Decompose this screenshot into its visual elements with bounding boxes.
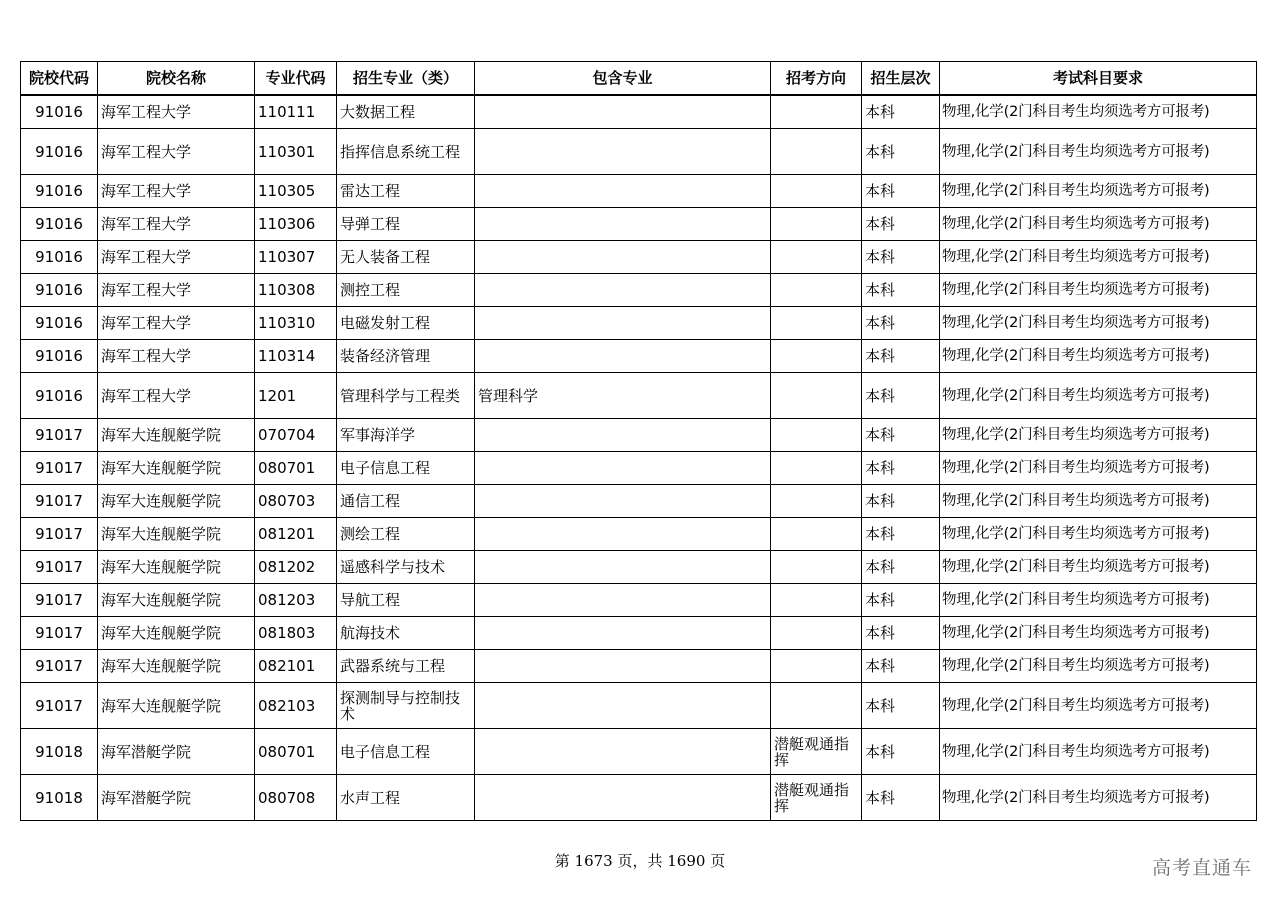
- cell-school-name: 海军工程大学: [98, 340, 255, 373]
- cell-major-category: 军事海洋学: [337, 419, 475, 452]
- cell-level: 本科: [862, 729, 940, 775]
- cell-major-code: 082103: [255, 683, 337, 729]
- cell-subject-requirements: 物理,化学(2门科目考生均须选考方可报考): [940, 373, 1257, 419]
- cell-level: 本科: [862, 241, 940, 274]
- cell-school-name: 海军大连舰艇学院: [98, 518, 255, 551]
- cell-major-category: 电子信息工程: [337, 452, 475, 485]
- table-row: [21, 775, 1257, 821]
- cell-level: 本科: [862, 175, 940, 208]
- cell-direction: [771, 683, 862, 729]
- cell-major-code: 1201: [255, 373, 337, 419]
- table-body: [21, 95, 1257, 821]
- cell-school-code: 91016: [21, 175, 98, 208]
- cell-major-category: 指挥信息系统工程: [337, 129, 475, 175]
- cell-subject-requirements: 物理,化学(2门科目考生均须选考方可报考): [940, 683, 1257, 729]
- header-major-code: 专业代码: [255, 62, 337, 96]
- header-subject-requirements: 考试科目要求: [940, 62, 1257, 96]
- cell-school-code: 91016: [21, 307, 98, 340]
- cell-included-majors: [475, 729, 771, 775]
- cell-school-code: 91017: [21, 584, 98, 617]
- cell-school-name: 海军工程大学: [98, 95, 255, 129]
- cell-major-category: 大数据工程: [337, 95, 475, 129]
- cell-level: 本科: [862, 95, 940, 129]
- cell-included-majors: [475, 551, 771, 584]
- table-row: [21, 129, 1257, 175]
- cell-direction: [771, 208, 862, 241]
- cell-school-name: 海军大连舰艇学院: [98, 452, 255, 485]
- cell-subject-requirements: 物理,化学(2门科目考生均须选考方可报考): [940, 729, 1257, 775]
- admissions-table: [20, 61, 1257, 821]
- header-included-majors: 包含专业: [475, 62, 771, 96]
- cell-major-category: 电磁发射工程: [337, 307, 475, 340]
- cell-school-code: 91016: [21, 241, 98, 274]
- table-header-row: [21, 62, 1257, 96]
- cell-major-category: 电子信息工程: [337, 729, 475, 775]
- cell-direction: [771, 129, 862, 175]
- cell-level: 本科: [862, 129, 940, 175]
- cell-school-name: 海军大连舰艇学院: [98, 419, 255, 452]
- cell-major-category: 通信工程: [337, 485, 475, 518]
- cell-level: 本科: [862, 518, 940, 551]
- table-row: [21, 373, 1257, 419]
- cell-included-majors: [475, 241, 771, 274]
- cell-direction: [771, 340, 862, 373]
- cell-direction: [771, 518, 862, 551]
- cell-included-majors: [475, 518, 771, 551]
- cell-major-code: 081203: [255, 584, 337, 617]
- cell-school-name: 海军工程大学: [98, 373, 255, 419]
- table-row: [21, 452, 1257, 485]
- cell-subject-requirements: 物理,化学(2门科目考生均须选考方可报考): [940, 340, 1257, 373]
- table-row: [21, 95, 1257, 129]
- cell-included-majors: [475, 307, 771, 340]
- cell-level: 本科: [862, 340, 940, 373]
- cell-included-majors: [475, 650, 771, 683]
- cell-direction: [771, 95, 862, 129]
- cell-school-name: 海军大连舰艇学院: [98, 584, 255, 617]
- cell-included-majors: [475, 208, 771, 241]
- cell-school-code: 91016: [21, 340, 98, 373]
- cell-school-name: 海军潜艇学院: [98, 729, 255, 775]
- cell-direction: [771, 452, 862, 485]
- watermark-text: 高考直通车: [1151, 857, 1252, 879]
- cell-level: 本科: [862, 617, 940, 650]
- cell-included-majors: [475, 129, 771, 175]
- cell-school-code: 91016: [21, 274, 98, 307]
- cell-major-code: 110308: [255, 274, 337, 307]
- cell-major-code: 110301: [255, 129, 337, 175]
- cell-major-category: 武器系统与工程: [337, 650, 475, 683]
- cell-included-majors: [475, 584, 771, 617]
- table-row: [21, 729, 1257, 775]
- cell-major-code: 082101: [255, 650, 337, 683]
- cell-level: 本科: [862, 419, 940, 452]
- cell-major-category: 测控工程: [337, 274, 475, 307]
- cell-major-code: 070704: [255, 419, 337, 452]
- cell-school-name: 海军工程大学: [98, 241, 255, 274]
- cell-included-majors: [475, 95, 771, 129]
- header-direction: 招考方向: [771, 62, 862, 96]
- cell-subject-requirements: 物理,化学(2门科目考生均须选考方可报考): [940, 584, 1257, 617]
- header-level: 招生层次: [862, 62, 940, 96]
- cell-major-category: 雷达工程: [337, 175, 475, 208]
- cell-subject-requirements: 物理,化学(2门科目考生均须选考方可报考): [940, 129, 1257, 175]
- cell-school-name: 海军工程大学: [98, 175, 255, 208]
- cell-direction: 潜艇观通指挥: [771, 775, 862, 821]
- cell-major-code: 080703: [255, 485, 337, 518]
- cell-level: 本科: [862, 584, 940, 617]
- cell-subject-requirements: 物理,化学(2门科目考生均须选考方可报考): [940, 452, 1257, 485]
- table-row: [21, 419, 1257, 452]
- cell-subject-requirements: 物理,化学(2门科目考生均须选考方可报考): [940, 208, 1257, 241]
- table-row: [21, 274, 1257, 307]
- cell-school-code: 91017: [21, 419, 98, 452]
- cell-direction: [771, 175, 862, 208]
- cell-school-code: 91017: [21, 518, 98, 551]
- cell-school-code: 91016: [21, 129, 98, 175]
- cell-subject-requirements: 物理,化学(2门科目考生均须选考方可报考): [940, 617, 1257, 650]
- cell-subject-requirements: 物理,化学(2门科目考生均须选考方可报考): [940, 241, 1257, 274]
- cell-included-majors: [475, 340, 771, 373]
- cell-major-category: 装备经济管理: [337, 340, 475, 373]
- cell-major-category: 导航工程: [337, 584, 475, 617]
- cell-major-code: 110305: [255, 175, 337, 208]
- cell-included-majors: [475, 617, 771, 650]
- cell-school-code: 91016: [21, 208, 98, 241]
- cell-included-majors: [475, 274, 771, 307]
- table-row: [21, 208, 1257, 241]
- cell-level: 本科: [862, 373, 940, 419]
- table-row: [21, 340, 1257, 373]
- cell-direction: [771, 419, 862, 452]
- table-row: [21, 485, 1257, 518]
- cell-major-code: 110310: [255, 307, 337, 340]
- cell-school-code: 91017: [21, 650, 98, 683]
- cell-subject-requirements: 物理,化学(2门科目考生均须选考方可报考): [940, 419, 1257, 452]
- cell-level: 本科: [862, 208, 940, 241]
- cell-level: 本科: [862, 485, 940, 518]
- cell-school-name: 海军大连舰艇学院: [98, 683, 255, 729]
- cell-major-code: 110111: [255, 95, 337, 129]
- cell-major-code: 080701: [255, 452, 337, 485]
- cell-major-code: 081803: [255, 617, 337, 650]
- cell-direction: [771, 584, 862, 617]
- cell-included-majors: [475, 452, 771, 485]
- header-major-category: 招生专业（类）: [337, 62, 475, 96]
- cell-school-name: 海军工程大学: [98, 307, 255, 340]
- cell-major-category: 探测制导与控制技术: [337, 683, 475, 729]
- cell-included-majors: [475, 175, 771, 208]
- cell-direction: [771, 307, 862, 340]
- cell-major-code: 110307: [255, 241, 337, 274]
- table-row: [21, 518, 1257, 551]
- cell-level: 本科: [862, 683, 940, 729]
- cell-direction: 潜艇观通指挥: [771, 729, 862, 775]
- cell-subject-requirements: 物理,化学(2门科目考生均须选考方可报考): [940, 307, 1257, 340]
- cell-major-category: 航海技术: [337, 617, 475, 650]
- cell-subject-requirements: 物理,化学(2门科目考生均须选考方可报考): [940, 175, 1257, 208]
- cell-school-name: 海军大连舰艇学院: [98, 617, 255, 650]
- cell-school-name: 海军工程大学: [98, 274, 255, 307]
- cell-level: 本科: [862, 775, 940, 821]
- cell-school-code: 91016: [21, 373, 98, 419]
- cell-major-category: 无人装备工程: [337, 241, 475, 274]
- cell-direction: [771, 551, 862, 584]
- cell-school-name: 海军大连舰艇学院: [98, 650, 255, 683]
- table-row: [21, 683, 1257, 729]
- cell-direction: [771, 373, 862, 419]
- cell-school-code: 91017: [21, 683, 98, 729]
- cell-subject-requirements: 物理,化学(2门科目考生均须选考方可报考): [940, 274, 1257, 307]
- cell-level: 本科: [862, 307, 940, 340]
- cell-major-code: 110314: [255, 340, 337, 373]
- table-row: [21, 241, 1257, 274]
- cell-school-name: 海军工程大学: [98, 129, 255, 175]
- cell-included-majors: [475, 419, 771, 452]
- cell-major-category: 管理科学与工程类: [337, 373, 475, 419]
- table-row: [21, 650, 1257, 683]
- cell-subject-requirements: 物理,化学(2门科目考生均须选考方可报考): [940, 650, 1257, 683]
- cell-major-code: 110306: [255, 208, 337, 241]
- header-school-name: 院校名称: [98, 62, 255, 96]
- cell-major-code: 081202: [255, 551, 337, 584]
- cell-school-code: 91017: [21, 485, 98, 518]
- cell-school-code: 91017: [21, 551, 98, 584]
- cell-major-category: 导弹工程: [337, 208, 475, 241]
- cell-subject-requirements: 物理,化学(2门科目考生均须选考方可报考): [940, 485, 1257, 518]
- cell-major-code: 080708: [255, 775, 337, 821]
- cell-direction: [771, 650, 862, 683]
- table-row: [21, 551, 1257, 584]
- cell-school-name: 海军大连舰艇学院: [98, 485, 255, 518]
- cell-subject-requirements: 物理,化学(2门科目考生均须选考方可报考): [940, 775, 1257, 821]
- header-school-code: 院校代码: [21, 62, 98, 96]
- table-row: [21, 617, 1257, 650]
- table-row: [21, 175, 1257, 208]
- cell-included-majors: [475, 485, 771, 518]
- page-number: 第 1673 页，共 1690 页: [554, 852, 726, 870]
- cell-included-majors: [475, 775, 771, 821]
- cell-level: 本科: [862, 650, 940, 683]
- cell-direction: [771, 241, 862, 274]
- cell-subject-requirements: 物理,化学(2门科目考生均须选考方可报考): [940, 95, 1257, 129]
- cell-level: 本科: [862, 452, 940, 485]
- cell-included-majors: 管理科学: [475, 373, 771, 419]
- cell-school-code: 91017: [21, 452, 98, 485]
- table-row: [21, 584, 1257, 617]
- cell-subject-requirements: 物理,化学(2门科目考生均须选考方可报考): [940, 518, 1257, 551]
- cell-major-category: 水声工程: [337, 775, 475, 821]
- cell-major-category: 遥感科学与技术: [337, 551, 475, 584]
- cell-direction: [771, 274, 862, 307]
- cell-level: 本科: [862, 551, 940, 584]
- cell-school-code: 91018: [21, 729, 98, 775]
- cell-direction: [771, 617, 862, 650]
- cell-subject-requirements: 物理,化学(2门科目考生均须选考方可报考): [940, 551, 1257, 584]
- table-row: [21, 307, 1257, 340]
- cell-school-code: 91018: [21, 775, 98, 821]
- cell-major-category: 测绘工程: [337, 518, 475, 551]
- cell-school-name: 海军工程大学: [98, 208, 255, 241]
- cell-school-code: 91016: [21, 95, 98, 129]
- cell-direction: [771, 485, 862, 518]
- cell-included-majors: [475, 683, 771, 729]
- cell-school-name: 海军大连舰艇学院: [98, 551, 255, 584]
- cell-level: 本科: [862, 274, 940, 307]
- cell-major-code: 080701: [255, 729, 337, 775]
- cell-major-code: 081201: [255, 518, 337, 551]
- cell-school-name: 海军潜艇学院: [98, 775, 255, 821]
- cell-school-code: 91017: [21, 617, 98, 650]
